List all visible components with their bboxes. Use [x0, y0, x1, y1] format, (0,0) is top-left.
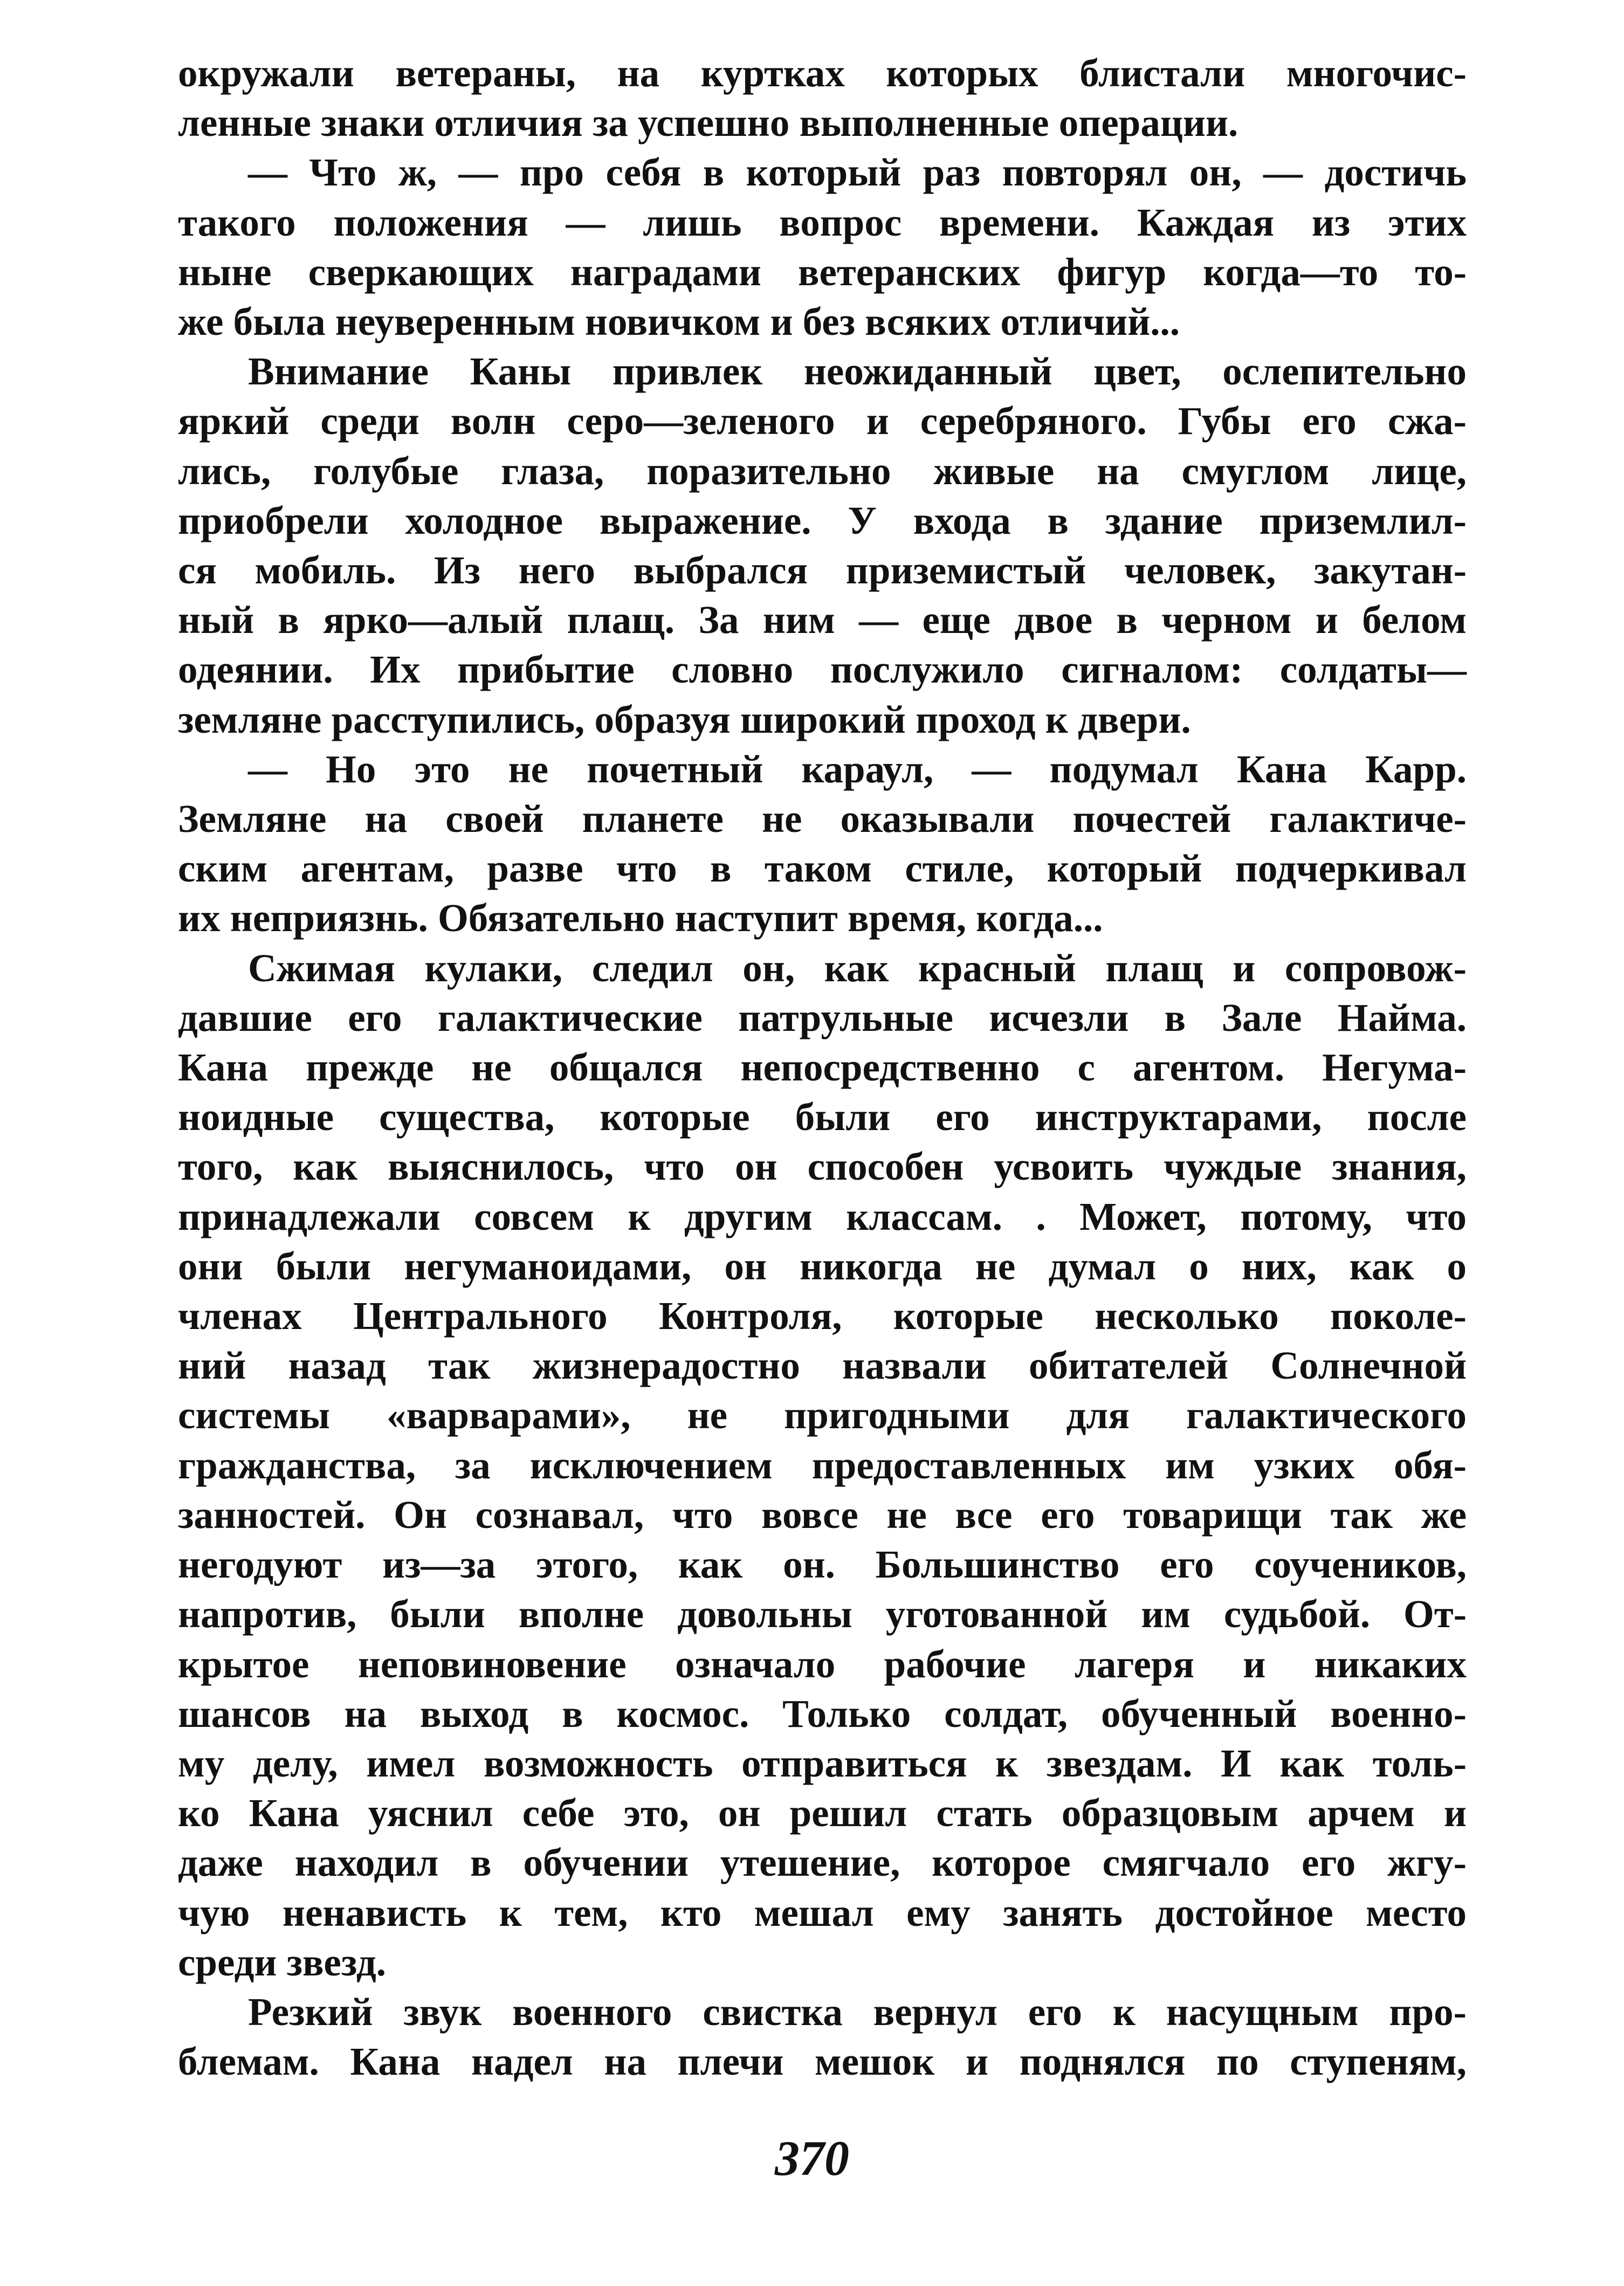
text-line: ко Кана уяснил себе это, он решил стать образцовым арчем и [178, 1791, 1467, 1835]
text-line: одеянии. Их прибытие словно послужило сигналом: солдаты— [178, 648, 1467, 692]
text-line: му делу, имел возможность отправиться к звездам. И как толь- [178, 1741, 1467, 1785]
page-number: 370 [775, 2131, 849, 2186]
text-line: — Что ж, — про себя в который раз повторял он, — достичь [248, 150, 1467, 195]
text-line: блемам. Кана надел на плечи мешок и поднялся по ступеням, [178, 2040, 1467, 2084]
body-text [178, 49, 1467, 2087]
text-line: ний назад так жизнерадостно назвали обитателей Солнечной [178, 1344, 1467, 1388]
text-line: яркий среди волн серо—зеленого и серебряного. Губы его сжа- [178, 399, 1467, 443]
text-line: такого положения — лишь вопрос времени. Каждая из этих [178, 200, 1467, 244]
text-line: шансов на выход в космос. Только солдат, обученный военно- [178, 1691, 1467, 1736]
text-line: негодуют из—за этого, как он. Большинство его соучеников, [178, 1543, 1467, 1587]
text-line: Сжимая кулаки, следил он, как красный плащ и сопровож- [248, 946, 1467, 990]
text-line: Резкий звук военного свистка вернул его к насущным про- [248, 1989, 1467, 2034]
text-line: же была неуверенным новичком и без всяких отличий... [178, 300, 1180, 344]
text-line: ноидные существа, которые были его инструктарами, после [178, 1095, 1467, 1139]
text-line: ленные знаки отличия за успешно выполненные операции. [178, 101, 1238, 145]
text-line: крытое неповиновение означало рабочие лагеря и никаких [178, 1642, 1467, 1686]
text-line: чую ненависть к тем, кто мешал ему занять достойное место [178, 1890, 1467, 1934]
text-line: того, как выяснилось, что он способен усвоить чуждые знания, [178, 1145, 1467, 1189]
text-line: лись, голубые глаза, поразительно живые на смуглом лице, [178, 449, 1467, 493]
text-line: принадлежали совсем к другим классам. . Может, потому, что [178, 1194, 1467, 1238]
text-line: Внимание Каны привлек неожиданный цвет, ослепительно [248, 349, 1467, 394]
text-line: они были негуманоидами, он никогда не думал о них, как о [178, 1244, 1467, 1288]
text-line: Земляне на своей планете не оказывали почестей галактиче- [178, 797, 1467, 841]
text-line: занностей. Он сознавал, что вовсе не все его товарищи так же [178, 1492, 1467, 1537]
text-line: земляне расступились, образуя широкий проход к двери. [178, 697, 1191, 741]
text-line: ским агентам, разве что в таком стиле, который подчеркивал [178, 846, 1467, 891]
text-line: даже находил в обучении утешение, которое смягчало его жгу- [178, 1841, 1467, 1885]
text-line: Кана прежде не общался непосредственно с агентом. Негума- [178, 1045, 1467, 1090]
text-line: гражданства, за исключением предоставленных им узких обя- [178, 1443, 1467, 1487]
text-line: ныне сверкающих наградами ветеранских фигур когда—то то- [178, 250, 1467, 294]
text-line: системы «варварами», не пригодными для галактического [178, 1393, 1467, 1437]
text-line: членах Центрального Контроля, которые несколько поколе- [178, 1294, 1467, 1338]
text-line: приобрели холодное выражение. У входа в здание приземлил- [178, 498, 1467, 542]
text-line: — Но это не почетный караул, — подумал Кана Карр. [248, 747, 1467, 791]
text-line: давшие его галактические патрульные исчезли в Зале Найма. [178, 995, 1467, 1039]
text-line: окружали ветераны, на куртках которых блистали многочис- [178, 51, 1467, 95]
text-line: ный в ярко—алый плащ. За ним — еще двое в черном и белом [178, 598, 1467, 642]
text-line: их неприязнь. Обязательно наступит время, когда... [178, 896, 1103, 940]
text-line: среди звезд. [178, 1940, 387, 1984]
text-line: ся мобиль. Из него выбрался приземистый человек, закутан- [178, 548, 1467, 593]
text-line: напротив, были вполне довольны уготованной им судьбой. От- [178, 1592, 1467, 1636]
